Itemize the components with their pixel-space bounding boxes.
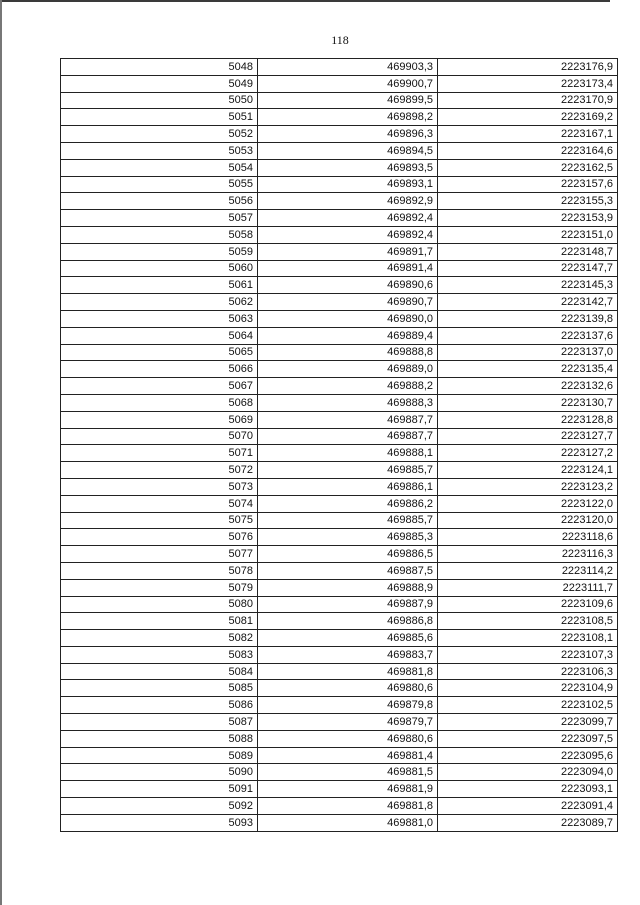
y-coordinate-cell: 2223145,3 (438, 277, 618, 294)
y-coordinate-cell: 2223157,6 (438, 176, 618, 193)
table-row (61, 495, 618, 512)
x-coordinate-cell: 469890,0 (258, 310, 438, 327)
table-row (61, 193, 618, 210)
x-coordinate-cell: 469888,2 (258, 378, 438, 395)
table-row (61, 411, 618, 428)
x-coordinate-cell: 469887,9 (258, 596, 438, 613)
point-number-cell: 5083 (61, 646, 258, 663)
table-row (61, 445, 618, 462)
point-number-cell: 5074 (61, 495, 258, 512)
x-coordinate-cell: 469885,7 (258, 462, 438, 479)
point-number-cell: 5058 (61, 226, 258, 243)
x-coordinate-cell: 469881,8 (258, 798, 438, 815)
x-coordinate-cell: 469888,9 (258, 579, 438, 596)
table-row (61, 59, 618, 76)
x-coordinate-cell: 469881,9 (258, 781, 438, 798)
x-coordinate-cell: 469881,5 (258, 764, 438, 781)
point-number-cell: 5057 (61, 210, 258, 227)
y-coordinate-cell: 2223151,0 (438, 226, 618, 243)
x-coordinate-cell: 469890,6 (258, 277, 438, 294)
table-row (61, 109, 618, 126)
table-row (61, 680, 618, 697)
point-number-cell: 5077 (61, 546, 258, 563)
y-coordinate-cell: 2223147,7 (438, 260, 618, 277)
y-coordinate-cell: 2223094,0 (438, 764, 618, 781)
table-row (61, 562, 618, 579)
table-row (61, 310, 618, 327)
point-number-cell: 5086 (61, 697, 258, 714)
table-row (61, 764, 618, 781)
x-coordinate-cell: 469893,1 (258, 176, 438, 193)
point-number-cell: 5079 (61, 579, 258, 596)
point-number-cell: 5066 (61, 361, 258, 378)
y-coordinate-cell: 2223095,6 (438, 747, 618, 764)
x-coordinate-cell: 469903,3 (258, 59, 438, 76)
y-coordinate-cell: 2223097,5 (438, 730, 618, 747)
point-number-cell: 5051 (61, 109, 258, 126)
table-row (61, 798, 618, 815)
point-number-cell: 5062 (61, 294, 258, 311)
point-number-cell: 5048 (61, 59, 258, 76)
point-number-cell: 5075 (61, 512, 258, 529)
table-row (61, 75, 618, 92)
point-number-cell: 5080 (61, 596, 258, 613)
table-row (61, 714, 618, 731)
x-coordinate-cell: 469892,9 (258, 193, 438, 210)
point-number-cell: 5059 (61, 243, 258, 260)
x-coordinate-cell: 469881,8 (258, 663, 438, 680)
table-row (61, 730, 618, 747)
y-coordinate-cell: 2223108,1 (438, 630, 618, 647)
x-coordinate-cell: 469881,0 (258, 814, 438, 831)
point-number-cell: 5071 (61, 445, 258, 462)
y-coordinate-cell: 2223153,9 (438, 210, 618, 227)
point-number-cell: 5072 (61, 462, 258, 479)
x-coordinate-cell: 469888,1 (258, 445, 438, 462)
table-row (61, 646, 618, 663)
x-coordinate-cell: 469892,4 (258, 210, 438, 227)
y-coordinate-cell: 2223169,2 (438, 109, 618, 126)
x-coordinate-cell: 469892,4 (258, 226, 438, 243)
table-row (61, 663, 618, 680)
point-number-cell: 5091 (61, 781, 258, 798)
x-coordinate-cell: 469887,5 (258, 562, 438, 579)
point-number-cell: 5050 (61, 92, 258, 109)
point-number-cell: 5064 (61, 327, 258, 344)
x-coordinate-cell: 469898,2 (258, 109, 438, 126)
y-coordinate-cell: 2223170,9 (438, 92, 618, 109)
table-row (61, 260, 618, 277)
point-number-cell: 5063 (61, 310, 258, 327)
x-coordinate-cell: 469886,8 (258, 613, 438, 630)
y-coordinate-cell: 2223109,6 (438, 596, 618, 613)
point-number-cell: 5061 (61, 277, 258, 294)
point-number-cell: 5070 (61, 428, 258, 445)
x-coordinate-cell: 469886,2 (258, 495, 438, 512)
top-border-line (0, 0, 610, 2)
x-coordinate-cell: 469894,5 (258, 142, 438, 159)
x-coordinate-cell: 469893,5 (258, 159, 438, 176)
x-coordinate-cell: 469881,4 (258, 747, 438, 764)
left-scan-edge (0, 0, 2, 905)
x-coordinate-cell: 469880,6 (258, 730, 438, 747)
table-row (61, 277, 618, 294)
x-coordinate-cell: 469896,3 (258, 126, 438, 143)
y-coordinate-cell: 2223122,0 (438, 495, 618, 512)
point-number-cell: 5076 (61, 529, 258, 546)
point-number-cell: 5067 (61, 378, 258, 395)
y-coordinate-cell: 2223108,5 (438, 613, 618, 630)
page-number: 118 (331, 33, 349, 47)
point-number-cell: 5060 (61, 260, 258, 277)
point-number-cell: 5085 (61, 680, 258, 697)
y-coordinate-cell: 2223127,7 (438, 428, 618, 445)
x-coordinate-cell: 469879,7 (258, 714, 438, 731)
y-coordinate-cell: 2223130,7 (438, 394, 618, 411)
x-coordinate-cell: 469889,4 (258, 327, 438, 344)
table-row (61, 159, 618, 176)
table-row (61, 327, 618, 344)
table-row (61, 462, 618, 479)
point-number-cell: 5055 (61, 176, 258, 193)
point-number-cell: 5090 (61, 764, 258, 781)
table-row (61, 747, 618, 764)
y-coordinate-cell: 2223107,3 (438, 646, 618, 663)
y-coordinate-cell: 2223106,3 (438, 663, 618, 680)
table-row (61, 546, 618, 563)
y-coordinate-cell: 2223164,6 (438, 142, 618, 159)
table-row (61, 781, 618, 798)
y-coordinate-cell: 2223148,7 (438, 243, 618, 260)
table-row (61, 630, 618, 647)
table-row (61, 176, 618, 193)
point-number-cell: 5069 (61, 411, 258, 428)
point-number-cell: 5081 (61, 613, 258, 630)
point-number-cell: 5078 (61, 562, 258, 579)
x-coordinate-cell: 469891,4 (258, 260, 438, 277)
x-coordinate-cell: 469889,0 (258, 361, 438, 378)
table-row (61, 226, 618, 243)
x-coordinate-cell: 469885,7 (258, 512, 438, 529)
table-row (61, 596, 618, 613)
point-number-cell: 5065 (61, 344, 258, 361)
table-row (61, 142, 618, 159)
x-coordinate-cell: 469899,5 (258, 92, 438, 109)
y-coordinate-cell: 2223091,4 (438, 798, 618, 815)
table-row (61, 697, 618, 714)
y-coordinate-cell: 2223132,6 (438, 378, 618, 395)
table-row (61, 478, 618, 495)
x-coordinate-cell: 469883,7 (258, 646, 438, 663)
table-row (61, 394, 618, 411)
point-number-cell: 5082 (61, 630, 258, 647)
x-coordinate-cell: 469891,7 (258, 243, 438, 260)
x-coordinate-cell: 469888,3 (258, 394, 438, 411)
y-coordinate-cell: 2223127,2 (438, 445, 618, 462)
x-coordinate-cell: 469900,7 (258, 75, 438, 92)
table-row (61, 529, 618, 546)
table-row (61, 814, 618, 831)
y-coordinate-cell: 2223120,0 (438, 512, 618, 529)
y-coordinate-cell: 2223093,1 (438, 781, 618, 798)
table-row (61, 378, 618, 395)
point-number-cell: 5087 (61, 714, 258, 731)
table-row (61, 294, 618, 311)
y-coordinate-cell: 2223102,5 (438, 697, 618, 714)
table-row (61, 92, 618, 109)
point-number-cell: 5052 (61, 126, 258, 143)
y-coordinate-cell: 2223128,8 (438, 411, 618, 428)
x-coordinate-cell: 469885,6 (258, 630, 438, 647)
table-row (61, 613, 618, 630)
table-row (61, 361, 618, 378)
y-coordinate-cell: 2223167,1 (438, 126, 618, 143)
point-number-cell: 5049 (61, 75, 258, 92)
table-row (61, 579, 618, 596)
table-row (61, 210, 618, 227)
y-coordinate-cell: 2223116,3 (438, 546, 618, 563)
x-coordinate-cell: 469885,3 (258, 529, 438, 546)
x-coordinate-cell: 469887,7 (258, 428, 438, 445)
coordinates-table (60, 58, 618, 832)
x-coordinate-cell: 469890,7 (258, 294, 438, 311)
y-coordinate-cell: 2223124,1 (438, 462, 618, 479)
table-row (61, 126, 618, 143)
x-coordinate-cell: 469886,5 (258, 546, 438, 563)
y-coordinate-cell: 2223176,9 (438, 59, 618, 76)
y-coordinate-cell: 2223118,6 (438, 529, 618, 546)
y-coordinate-cell: 2223089,7 (438, 814, 618, 831)
point-number-cell: 5068 (61, 394, 258, 411)
y-coordinate-cell: 2223111,7 (438, 579, 618, 596)
y-coordinate-cell: 2223139,8 (438, 310, 618, 327)
point-number-cell: 5073 (61, 478, 258, 495)
y-coordinate-cell: 2223135,4 (438, 361, 618, 378)
table-row (61, 344, 618, 361)
y-coordinate-cell: 2223123,2 (438, 478, 618, 495)
y-coordinate-cell: 2223137,6 (438, 327, 618, 344)
y-coordinate-cell: 2223173,4 (438, 75, 618, 92)
y-coordinate-cell: 2223142,7 (438, 294, 618, 311)
x-coordinate-cell: 469887,7 (258, 411, 438, 428)
x-coordinate-cell: 469880,6 (258, 680, 438, 697)
point-number-cell: 5056 (61, 193, 258, 210)
point-number-cell: 5088 (61, 730, 258, 747)
table-row (61, 428, 618, 445)
point-number-cell: 5093 (61, 814, 258, 831)
y-coordinate-cell: 2223099,7 (438, 714, 618, 731)
point-number-cell: 5092 (61, 798, 258, 815)
y-coordinate-cell: 2223162,5 (438, 159, 618, 176)
y-coordinate-cell: 2223104,9 (438, 680, 618, 697)
x-coordinate-cell: 469886,1 (258, 478, 438, 495)
table-row (61, 243, 618, 260)
point-number-cell: 5054 (61, 159, 258, 176)
point-number-cell: 5053 (61, 142, 258, 159)
y-coordinate-cell: 2223114,2 (438, 562, 618, 579)
point-number-cell: 5089 (61, 747, 258, 764)
x-coordinate-cell: 469888,8 (258, 344, 438, 361)
point-number-cell: 5084 (61, 663, 258, 680)
y-coordinate-cell: 2223155,3 (438, 193, 618, 210)
y-coordinate-cell: 2223137,0 (438, 344, 618, 361)
coordinates-table-body (61, 59, 618, 832)
x-coordinate-cell: 469879,8 (258, 697, 438, 714)
table-row (61, 512, 618, 529)
